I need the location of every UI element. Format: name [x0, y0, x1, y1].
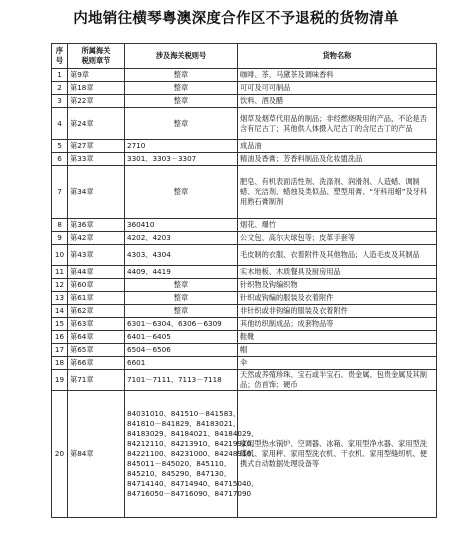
table-row: [52, 95, 437, 108]
tariff-code-line: 3301、3303－3307: [127, 154, 197, 163]
table-row: [52, 370, 437, 391]
table-row: [52, 166, 437, 219]
row-number: 9: [52, 232, 68, 245]
row-chapter: 第64章: [68, 331, 125, 344]
row-tariff-codes: [125, 153, 238, 166]
row-number: 11: [52, 266, 68, 279]
table-row: [52, 279, 437, 292]
tariff-code-line: 6401－6405: [127, 332, 171, 341]
row-description: 鞋靴: [238, 331, 437, 344]
row-number: 15: [52, 318, 68, 331]
row-tariff-codes: [125, 266, 238, 279]
table-row: [52, 292, 437, 305]
tariff-code-line: 整章: [173, 118, 189, 128]
row-tariff-codes: [125, 108, 238, 140]
tariff-code-line: 7101－7111、7113－7118: [127, 375, 222, 384]
row-number: 12: [52, 279, 68, 292]
row-description: 针织物及钩编织物: [238, 279, 437, 292]
row-chapter: 第65章: [68, 344, 125, 357]
row-number: 14: [52, 305, 68, 318]
row-chapter: 第18章: [68, 82, 125, 95]
row-tariff-codes: [125, 245, 238, 266]
table-row: [52, 357, 437, 370]
header-chapter-line2: 税则章节: [81, 56, 111, 65]
header-code: 涉及海关税则号: [125, 44, 238, 69]
row-tariff-codes: [125, 140, 238, 153]
row-description: 饮料、酒及醋: [238, 95, 437, 108]
row-tariff-codes: [125, 318, 238, 331]
table-row: [52, 219, 437, 232]
row-chapter: 第66章: [68, 357, 125, 370]
row-number: 20: [52, 391, 68, 518]
tariff-code-line: 整章: [173, 293, 189, 302]
row-chapter: 第63章: [68, 318, 125, 331]
row-number: 19: [52, 370, 68, 391]
row-chapter: 第27章: [68, 140, 125, 153]
table-row: [52, 344, 437, 357]
row-tariff-codes: [125, 232, 238, 245]
row-number: 2: [52, 82, 68, 95]
table-row: [52, 140, 437, 153]
row-number: 17: [52, 344, 68, 357]
tariff-code-line: 整章: [173, 306, 189, 315]
row-description: 可可及可可制品: [238, 82, 437, 95]
tariff-code-line: 84183029、84184021、84184029、: [127, 429, 259, 438]
table-row: [52, 245, 437, 266]
row-chapter: 第42章: [68, 232, 125, 245]
row-tariff-codes: [125, 95, 238, 108]
goods-table: [51, 43, 437, 518]
row-description: 咖啡、茶、马黛茶及调味香料: [238, 69, 437, 82]
row-chapter: 第71章: [68, 370, 125, 391]
table-row: [52, 82, 437, 95]
tariff-code-line: 845210、845290、847130、: [127, 469, 231, 478]
row-chapter: 第84章: [68, 391, 125, 518]
tariff-code-line: 2710: [127, 141, 146, 150]
row-description: 针织或钩编的服装及衣着附件: [238, 292, 437, 305]
row-description: 非针织或非钩编的服装及衣着附件: [238, 305, 437, 318]
row-number: 3: [52, 95, 68, 108]
tariff-code-line: 360410: [127, 220, 155, 229]
table-row: [52, 108, 437, 140]
row-number: 10: [52, 245, 68, 266]
row-description: 精油及香膏；芳香料制品及化妆盥洗品: [238, 153, 437, 166]
tariff-code-line: 84031010、841510－841583、: [127, 409, 241, 418]
row-chapter: 第36章: [68, 219, 125, 232]
row-number: 7: [52, 166, 68, 219]
table-row: [52, 305, 437, 318]
table-row: [52, 318, 437, 331]
row-chapter: 第61章: [68, 292, 125, 305]
row-chapter: 第24章: [68, 108, 125, 140]
row-tariff-codes: [125, 391, 259, 518]
header-no-line1: 序: [55, 46, 64, 55]
tariff-code-line: 整章: [173, 96, 189, 105]
row-number: 8: [52, 219, 68, 232]
row-description: 烟草及烟草代用品的制品；非经燃烧吸用的产品，不论是否含有尼古丁；其他供人体摄入尼古丁的含尼古丁的产品: [238, 108, 437, 140]
tariff-code-line: 841810－841829、84183021、: [127, 419, 241, 428]
row-number: 16: [52, 331, 68, 344]
row-tariff-codes: [125, 82, 238, 95]
tariff-code-line: 4409、4419: [127, 267, 171, 276]
tariff-code-line: 84716050－84716090、84717090: [127, 489, 252, 498]
tariff-code-line: 整章: [173, 70, 189, 79]
tariff-code-line: 6301－6304、6306－6309: [127, 319, 222, 328]
row-chapter: 第33章: [68, 153, 125, 166]
row-description: 伞: [238, 357, 437, 370]
row-tariff-codes: [125, 357, 238, 370]
table-row: [52, 232, 437, 245]
tariff-code-line: 4303、4304: [127, 250, 171, 259]
row-tariff-codes: [125, 69, 238, 82]
tariff-code-line: 6504－6506: [127, 345, 171, 354]
row-tariff-codes: [125, 344, 238, 357]
row-description: 公文包、高尔夫球包等；皮革手套等: [238, 232, 437, 245]
row-tariff-codes: [125, 370, 238, 391]
table-row: [52, 391, 437, 518]
header-no: [52, 44, 68, 69]
header-chapter-line1: 所属海关: [81, 46, 111, 55]
tariff-code-line: 4202、4203: [127, 233, 171, 242]
tariff-code-line: 84714140、84714940、84715040、: [127, 479, 259, 488]
table-body: [52, 69, 437, 518]
row-chapter: 第43章: [68, 245, 125, 266]
row-tariff-codes: [125, 292, 238, 305]
row-description: 其他纺织制成品；成套物品等: [238, 318, 437, 331]
tariff-code-line: 845011－845020、845110、: [127, 459, 231, 468]
table-row: [52, 69, 437, 82]
table-row: [52, 153, 437, 166]
row-description: 天然或养殖珍珠、宝石或半宝石、贵金属、包贵金属及其制品；仿首饰；硬币: [238, 370, 437, 391]
row-description: 成品油: [238, 140, 437, 153]
row-tariff-codes: [125, 219, 238, 232]
row-description: 毛皮制的衣服、衣着附件及其他物品；人造毛皮及其制品: [238, 245, 437, 266]
table-row: [52, 331, 437, 344]
row-number: 1: [52, 69, 68, 82]
row-description: 帽: [238, 344, 437, 357]
row-description: 家用型热水锅炉、空调器、冰箱、家用型净水器、家用型洗碟机、家用秤、家用型洗衣机、干衣机、家用型缝纫机、便携式自动数据处理设备等: [238, 391, 437, 518]
row-description: 实木地板、木质餐具及厨房用品: [238, 266, 437, 279]
row-tariff-codes: [125, 331, 238, 344]
row-tariff-codes: [125, 166, 238, 219]
tariff-code-line: 整章: [173, 187, 189, 196]
row-description: 烟花、爆竹: [238, 219, 437, 232]
row-chapter: 第34章: [68, 166, 125, 219]
tariff-code-line: 84212110、84213910、84219910、: [127, 439, 259, 448]
header-desc: 货物名称: [238, 44, 437, 69]
document-title: 内地销往横琴粤澳深度合作区不予退税的货物清单: [73, 11, 399, 27]
header-chapter: [68, 44, 125, 69]
row-description: 肥皂、有机表面活性剂、洗涤剂、润滑剂、人造蜡、调制蜡、光洁剂、蜡烛及类似品、塑型用膏、“牙科用蜡”及牙科用熟石膏制剂: [238, 166, 437, 219]
tariff-code-line: 84221100、84231000、84248910、: [127, 449, 259, 458]
row-tariff-codes: [125, 279, 238, 292]
tariff-code-line: 整章: [173, 280, 189, 289]
row-chapter: 第62章: [68, 305, 125, 318]
row-number: 13: [52, 292, 68, 305]
row-number: 6: [52, 153, 68, 166]
row-chapter: 第44章: [68, 266, 125, 279]
row-number: 4: [52, 108, 68, 140]
row-chapter: 第60章: [68, 279, 125, 292]
row-number: 18: [52, 357, 68, 370]
tariff-code-line: 6601: [127, 358, 146, 367]
row-chapter: 第22章: [68, 95, 125, 108]
table-row: [52, 266, 437, 279]
row-number: 5: [52, 140, 68, 153]
header-no-line2: 号: [55, 56, 64, 65]
tariff-code-line: 整章: [173, 83, 189, 92]
table-header: [52, 44, 437, 69]
row-tariff-codes: [125, 305, 238, 318]
row-chapter: 第9章: [68, 69, 125, 82]
